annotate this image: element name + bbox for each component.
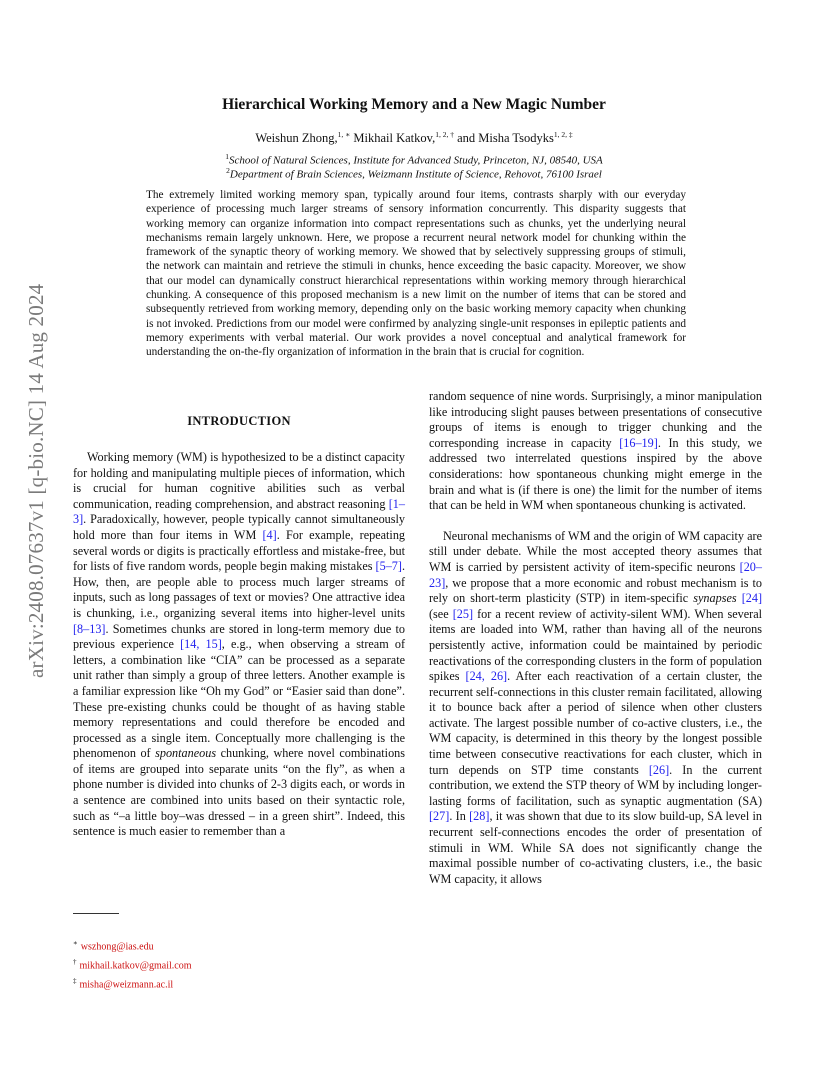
citation-link[interactable]: [28] (469, 809, 490, 824)
author-1: Weishun Zhong, (255, 131, 338, 146)
citation-link[interactable]: [4] (262, 527, 277, 542)
citation-link[interactable]: [24] (741, 591, 763, 606)
paragraph: Neuronal mechanisms of WM and the origin of WM capacity are still under debate. While the most accepted theory assumes that WM is carried by persistent activity of item-specific neurons [20–23], we propose that a more economic and robust mechanism is to rely on short-term plasticity (STP) in item-specific synapses [24] (see [25] for a recent review of activity-silent WM). When several items are loaded into WM, rather than having all of the neurons persistently active, information could be maintained by periodic reactivations of the corresponding clusters in the form of population spikes [24, 26]. After each reactivation of a certain cluster, the recurrent self-connections in this cluster remain facilitated, allowing it to bounce back after a period of silence when other clusters activate. The largest possible number of co-active clusters, i.e., the WM capacity, is determined in this theory by the longest possible time between consecutive reactivations for each cluster, which in turn depends on STP time constants [26]. In the current contribution, we extend the STP theory of WM by including longer-lasting forms of facilitation, such as synaptic augmentation (SA) [27]. In [28], it was shown that due to its slow build-up, SA level in recurrent self-connections encodes the order of presentation of stimuli in WM. While SA does not significantly change the maximal possible number of co-activating clusters, i.e., the basic WM capacity, it allows (429, 528, 763, 886)
citation-link[interactable]: [1–3] (73, 496, 405, 527)
abstract: The extremely limited working memory span, typically around four items, contrasts sharply with our everyday experience of processing much larger streams of sensory information concurrently. This disparity suggests that working memory can organize information into compact representations such as chunks, yet the underlying neural mechanisms remain largely unknown. Here, we propose a recurrent neural network model for chunking within the framework of the synaptic theory of working memory. We showed that by selectively suppressing groups of stimuli, the network can maintain and retrieve the stimuli in chunks, hence exceeding the basic capacity. Moreover, we show that our model can dynamically construct hierarchical representations within working memory through hierarchical chunking. A consequence of this proposed mechanism is a new limit on the number of items that can be stored and subsequently retrieved from working memory, depending only on the basic working memory capacity when chunking is not invoked. Predictions from our model were confirmed by analyzing single-unit responses in epileptic patients and memory experiments with verbal material. Our work provides a novel conceptual and analytical framework for understanding the on-the-fly organization of information in the brain that is crucial for cognition. (146, 189, 686, 359)
footnotes (73, 936, 191, 992)
author-1-affil: 1, ∗ (337, 130, 351, 139)
citation-link[interactable]: [24, 26] (465, 669, 508, 684)
citation-link[interactable]: [20–23] (429, 559, 762, 590)
affiliation-2 (0, 166, 828, 181)
affiliation-1-text: School of Natural Sciences, Institute for Advanced Study, Princeton, NJ, 08540, USA (229, 154, 603, 167)
left-column (73, 450, 405, 840)
author-2: Mikhail Katkov, (353, 131, 436, 146)
paper-title: Hierarchical Working Memory and a New Magic Number (222, 96, 606, 113)
affiliation-2-num: 2 (226, 166, 230, 175)
affiliation-1-num: 1 (225, 152, 229, 161)
citation-link[interactable]: [26] (648, 762, 670, 777)
footnote-rule (73, 913, 119, 914)
footnote: † mikhail.katkov@gmail.com (73, 957, 192, 972)
citation-link[interactable]: [8–13] (73, 621, 106, 636)
citation-link[interactable]: [16–19] (619, 435, 658, 450)
email-link[interactable]: mikhail.katkov@gmail.com (79, 960, 192, 972)
author-2-affil: 1, 2, † (435, 130, 454, 139)
footnote: ∗ wszhong@ias.edu (73, 939, 154, 953)
arxiv-identifier: arXiv:2408.07637v1 [q-bio.NC] 14 Aug 2024 (24, 283, 48, 678)
author-3: and Misha Tsodyks (457, 131, 554, 146)
right-column (429, 389, 762, 887)
section-heading-introduction: INTRODUCTION (187, 414, 291, 428)
paragraph: random sequence of nine words. Surprisingly, a minor manipulation like introducing slight pauses between presentations of consecutive groups of items is enough to trigger chunking and the corresponding increase in capacity [16–19]. In this study, we addressed two interrelated questions inspired by the above considerations: how spontaneous chunking might emerge in the brain and what is (if there is one) the limit for the number of items that can be held in WM when spontaneous chunking is activated. (429, 389, 762, 513)
author-list (0, 130, 828, 146)
email-link[interactable]: misha@weizmann.ac.il (79, 978, 174, 990)
citation-link[interactable]: [5–7] (375, 559, 402, 574)
paragraph: Working memory (WM) is hypothesized to be a distinct capacity for holding and manipulating multiple pieces of information, which is crucial for human cognitive abilities such as verbal communication, reading comprehension, and abstract reasoning [1–3]. Paradoxically, however, people typically cannot simultaneously hold more than four items in WM [4]. For example, repeating several words or digits is practically effortless and mistake-free, but for lists of five random words, people begin making mistakes [5–7]. How, then, are people able to process much larger streams of inputs, such as long passages of text or movies? One attractive idea is chunking, i.e., organizing several items into higher-level units [8–13]. Sometimes chunks are stored in long-term memory due to previous experience [14, 15], e.g., when observing a stream of letters, a combination like “CIA” can be processed as a separate unit rather than simply a group of three letters. Another example is a familiar expression like “Oh my God” or “Easier said than done”. These pre-existing chunks could be thought of as having stable memory representations and could therefore be encoded and processed as a single item. Conceptually more challenging is the phenomenon of spontaneous chunking, where novel combinations of items are grouped into separate units “on the fly”, as when a phone number is divided into chunks of 2-3 digits each, or words in a sentence are combined into units based on their syntactic role, such as “–a little boy–was dressed – in a green shirt”. Indeed, this sentence is much easier to remember than a (73, 450, 406, 839)
author-3-affil: 1, 2, ‡ (553, 130, 573, 139)
citation-link[interactable]: [25] (452, 606, 474, 621)
affiliation-2-text: Department of Brain Sciences, Weizmann Institute of Science, Rehovot, 76100 Israel (229, 168, 602, 181)
citation-link[interactable]: [27] (429, 809, 450, 824)
citation-link[interactable]: [14, 15] (180, 637, 222, 652)
affiliation-1 (0, 152, 828, 167)
footnote: ‡ misha@weizmann.ac.il (73, 976, 174, 990)
email-link[interactable]: wszhong@ias.edu (80, 941, 154, 953)
